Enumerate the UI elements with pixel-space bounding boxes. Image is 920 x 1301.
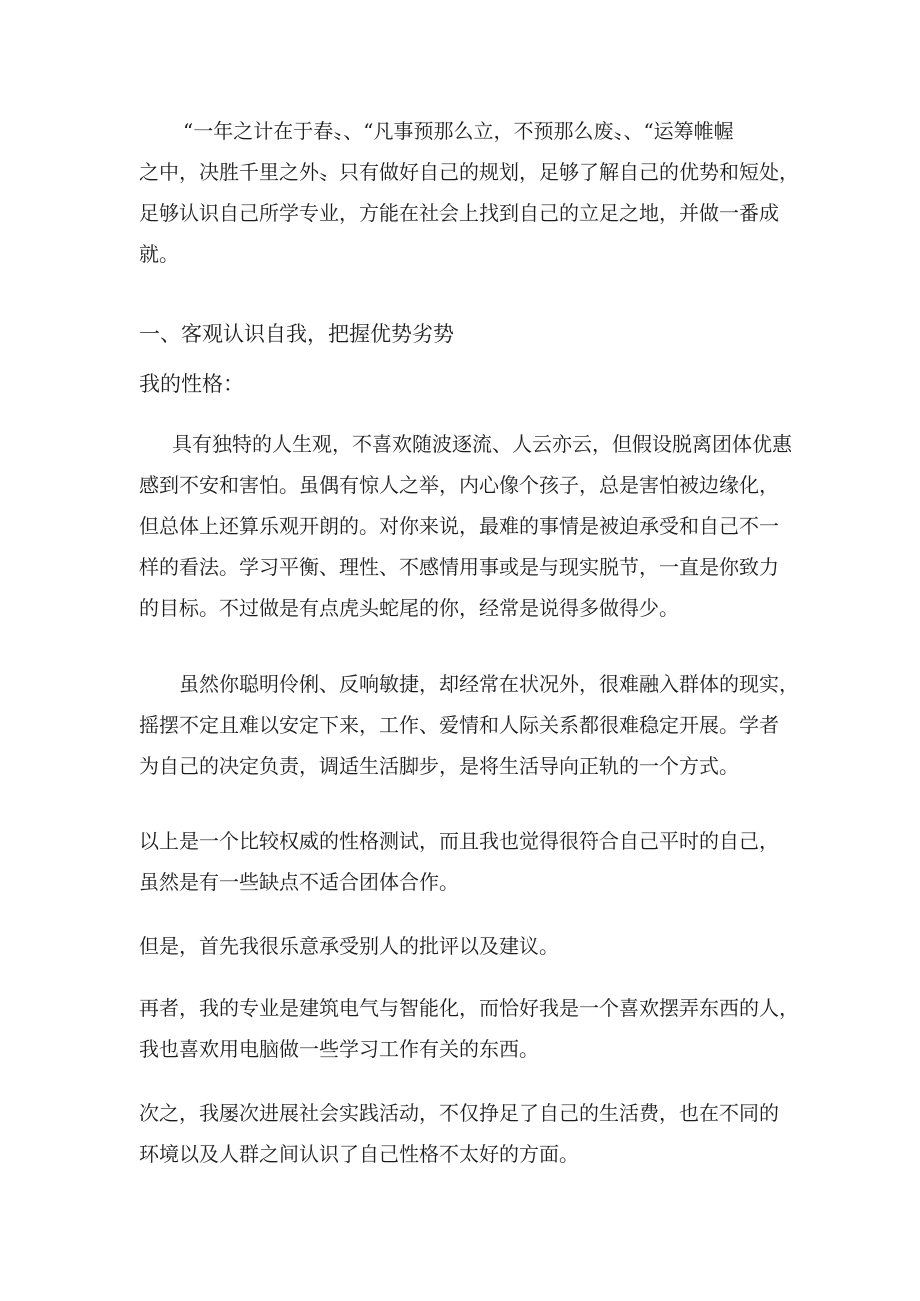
text-line: “一年之计在于春〟、“凡事预那么立，不预那么废〟、“运筹帷幄 xyxy=(183,119,734,143)
intro-paragraph xyxy=(139,111,799,275)
text-line: 环境以及人群之间认识了自己性格不太好的方面。 xyxy=(139,1142,579,1166)
text-line: 虽然你聪明伶俐、反响敏捷，却经常在状况外，很难融入群体的现实， xyxy=(179,672,799,696)
text-line: 足够认识自己所学专业，方能在社会上找到自己的立足之地，并做一番成 xyxy=(139,201,779,225)
text-line: 我的性格： xyxy=(139,372,244,396)
test-comment-paragraph xyxy=(139,821,789,903)
text-line: 我也喜欢用电脑做一些学习工作有关的东西。 xyxy=(139,1037,539,1061)
text-line: 之中，决胜千里之外〟只有做好自己的规划，足够了解自己的优势和短处， xyxy=(139,160,799,184)
text-line: 具有独特的人生观，不喜欢随波逐流、人云亦云，但假设脱离团体优惠 xyxy=(172,432,792,456)
text-line: 再者，我的专业是建筑电气与智能化，而恰好我是一个喜欢摆弄东西的人， xyxy=(139,996,799,1020)
text-line: 就。 xyxy=(139,242,179,266)
text-line: 样的看法。学习平衡、理性、不感情用事或是与现实脱节，一直是你致力 xyxy=(139,555,779,579)
text-line: 但是，首先我很乐意承受别人的批评以及建议。 xyxy=(139,934,559,958)
text-line: 为自己的决定负责，调适生活脚步，是将生活导向正轨的一个方式。 xyxy=(139,754,739,778)
first-point-paragraph xyxy=(139,926,789,967)
text-line: 但总体上还算乐观开朗的。对你来说，最难的事情是被迫承受和自己不一 xyxy=(139,514,779,538)
personality-paragraph xyxy=(139,424,792,629)
second-point-paragraph xyxy=(139,988,799,1070)
text-line: 虽然是有一些缺点不适合团体合作。 xyxy=(139,870,459,894)
personality-paragraph-2 xyxy=(139,664,799,787)
text-line: 以上是一个比较权威的性格测试，而且我也觉得很符合自己平时的自己， xyxy=(139,829,779,853)
text-line: 的目标。不过做是有点虎头蛇尾的你，经常是说得多做得少。 xyxy=(139,596,679,620)
text-line: 摇摆不定且难以安定下来，工作、爱情和人际关系都很难稳定开展。学者 xyxy=(139,713,779,737)
text-line: 次之，我屡次进展社会实践活动，不仅挣足了自己的生活费，也在不同的 xyxy=(139,1101,779,1125)
third-point-paragraph xyxy=(139,1093,789,1175)
text-line: 感到不安和害怕。虽偶有惊人之举，内心像个孩子，总是害怕被边缘化， xyxy=(139,473,779,497)
text-line: 一、客观认识自我，把握优势劣势 xyxy=(139,322,454,346)
section-heading xyxy=(139,314,789,355)
subsection-heading xyxy=(139,364,789,405)
